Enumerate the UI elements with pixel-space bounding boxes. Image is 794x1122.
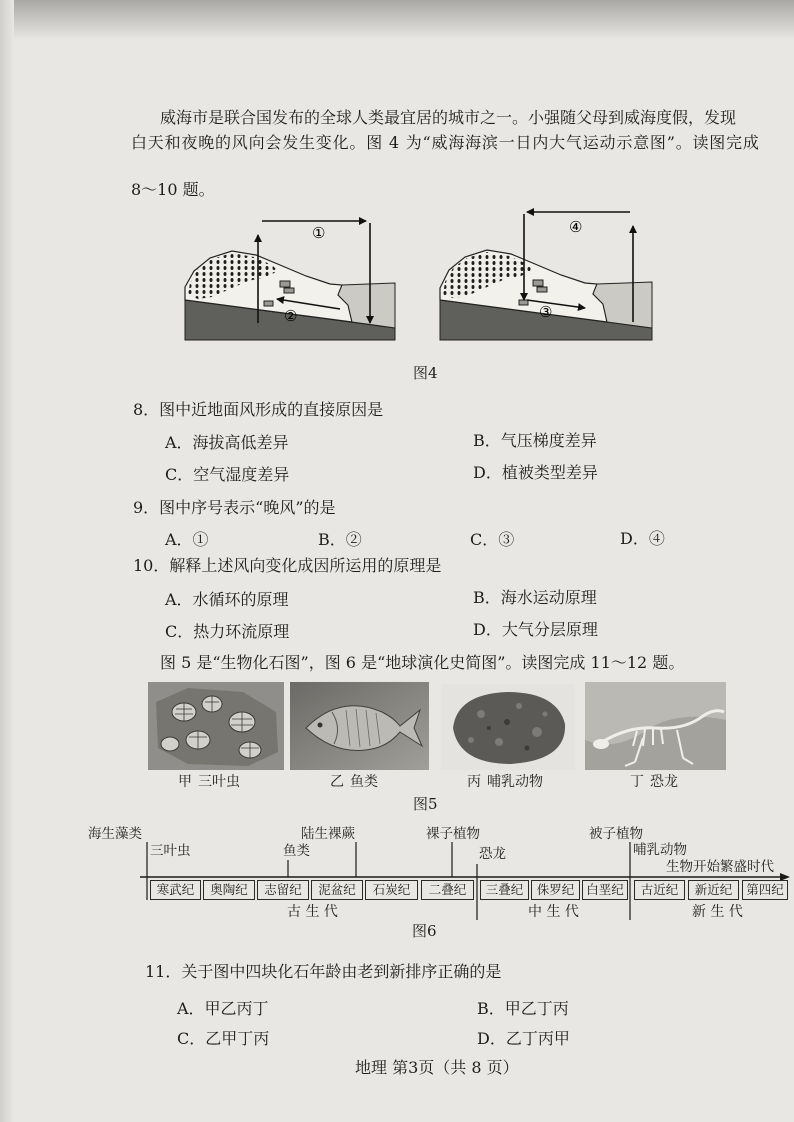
- period-cambrian: 寒武纪: [150, 880, 201, 900]
- fossil-name: 鱼类: [350, 774, 378, 790]
- q10-stem: 10．解释上述风向变化成因所运用的原理是: [133, 556, 442, 575]
- dinosaur-fossil-image: [585, 682, 726, 770]
- fossil-label-jia: [178, 774, 240, 790]
- label-2: ②: [284, 307, 298, 325]
- intro-line-3: 8～10 题。: [131, 180, 215, 199]
- period-jurassic: 侏罗纪: [531, 880, 580, 900]
- figure4-day-diagram: [180, 205, 402, 345]
- organism-angiosperms: 被子植物: [589, 826, 643, 842]
- timeline-arrow-label: 生物开始繁盛时代: [666, 859, 774, 875]
- fossil-name: 哺乳动物: [487, 774, 543, 790]
- q9-option-a: A．①: [165, 530, 209, 549]
- fossil-label-bing: [467, 774, 543, 790]
- label-3: ③: [539, 303, 553, 321]
- q8-option-c: C．空气湿度差异: [165, 465, 290, 484]
- intro-figures-5-6: 图 5 是“生物化石图”，图 6 是“地球演化史简图”。读图完成 11～12 题。: [160, 653, 685, 672]
- fossil-label-ding: [630, 774, 678, 790]
- q10-option-a: A．水循环的原理: [165, 590, 289, 609]
- fossil-name: 三叶虫: [198, 774, 240, 790]
- q9-stem: 9．图中序号表示“晚风”的是: [133, 498, 336, 517]
- intro-line-1: 威海市是联合国发布的全球人类最宜居的城市之一。小强随父母到威海度假，发现: [160, 108, 737, 127]
- q11-option-b: B．甲乙丁丙: [477, 999, 569, 1018]
- era-paleozoic: 古 生 代: [287, 904, 338, 920]
- q11-stem: 11．关于图中四块化石年龄由老到新排序正确的是: [145, 962, 502, 981]
- photo-left-shadow: [0, 0, 14, 1122]
- page-footer: 地理 第3页（共 8 页）: [355, 1058, 519, 1077]
- organism-dinosaurs: 恐龙: [479, 846, 506, 862]
- q8-option-b: B．气压梯度差异: [473, 431, 597, 450]
- q8-option-d: D．植被类型差异: [473, 463, 598, 482]
- q8-stem: 8．图中近地面风形成的直接原因是: [133, 400, 384, 419]
- q9-option-c: C．③: [470, 530, 515, 549]
- fossil-mark: 甲: [178, 774, 192, 790]
- fossil-label-yi: [330, 774, 378, 790]
- photo-top-shadow: [0, 0, 794, 40]
- period-silurian: 志留纪: [257, 880, 309, 900]
- period-ordovician: 奥陶纪: [203, 880, 255, 900]
- era-cenozoic: 新 生 代: [692, 904, 743, 920]
- organism-fish: 鱼类: [283, 843, 310, 859]
- organism-land-ferns: 陆生裸蕨: [301, 826, 355, 842]
- era-mesozoic: 中 生 代: [528, 904, 579, 920]
- fish-fossil-image: [290, 682, 429, 770]
- figure4-night-diagram: [435, 200, 657, 345]
- organism-marine-algae: 海生藻类: [88, 826, 142, 842]
- period-triassic: 三叠纪: [480, 880, 529, 900]
- figure5-caption: 图5: [413, 795, 438, 813]
- q11-option-a: A．甲乙丙丁: [177, 999, 269, 1018]
- period-cretaceous: 白垩纪: [582, 880, 628, 900]
- trilobite-fossil-image: [148, 682, 284, 770]
- q11-option-d: D．乙丁丙甲: [477, 1029, 570, 1048]
- fossil-mark: 丙: [467, 774, 481, 790]
- label-1: ①: [312, 224, 326, 242]
- organism-gymnosperms: 裸子植物: [426, 826, 480, 842]
- period-quaternary: 第四纪: [742, 880, 788, 900]
- label-4: ④: [569, 218, 583, 236]
- fossil-mark: 乙: [330, 774, 344, 790]
- q8-option-a: A．海拔高低差异: [165, 433, 289, 452]
- period-neogene: 新近纪: [688, 880, 739, 900]
- figure4-caption: 图4: [413, 364, 438, 382]
- period-carboniferous: 石炭纪: [365, 880, 418, 900]
- intro-line-2: 白天和夜晚的风向会发生变化。图 4 为“威海海滨一日内大气运动示意图”。读图完成: [131, 133, 760, 152]
- fossil-mark: 丁: [630, 774, 644, 790]
- period-devonian: 泥盆纪: [311, 880, 363, 900]
- q10-option-d: D．大气分层原理: [473, 620, 598, 639]
- fossil-name: 恐龙: [650, 774, 678, 790]
- q10-option-b: B．海水运动原理: [473, 588, 597, 607]
- q9-option-d: D．④: [620, 529, 665, 548]
- q11-option-c: C．乙甲丁丙: [177, 1029, 270, 1048]
- q9-option-b: B．②: [318, 530, 362, 549]
- period-paleogene: 古近纪: [634, 880, 685, 900]
- q10-option-c: C．热力环流原理: [165, 622, 290, 641]
- period-permian: 二叠纪: [421, 880, 474, 900]
- mammal-fossil-image: [441, 684, 575, 770]
- organism-trilobite: 三叶虫: [150, 843, 191, 859]
- figure6-caption: 图6: [412, 922, 437, 940]
- organism-mammals: 哺乳动物: [633, 842, 687, 858]
